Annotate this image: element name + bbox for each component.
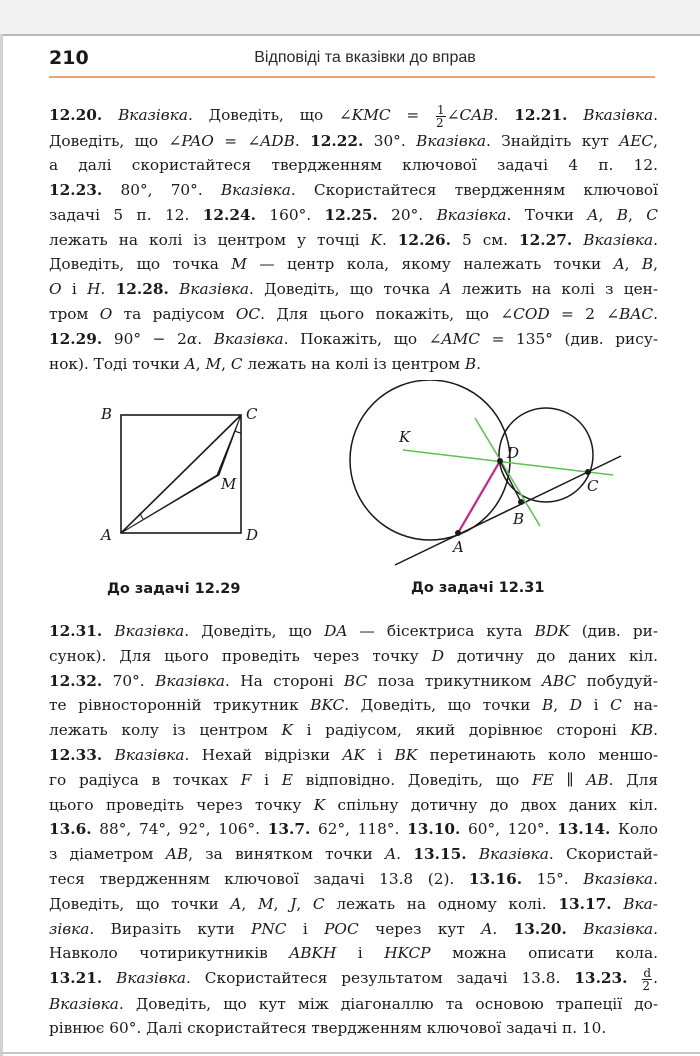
answers-text-top (49, 103, 658, 376)
text-run: Коло (610, 820, 658, 839)
text-line (49, 644, 658, 669)
text-line (49, 228, 658, 253)
point-b (518, 499, 524, 505)
italic-text: A (587, 205, 599, 224)
italic-text: A (613, 255, 625, 274)
text-run: . (381, 230, 398, 249)
italic-text: KB (630, 721, 654, 740)
text-run: . (653, 721, 659, 740)
italic-text: O (99, 305, 113, 324)
text-run: відповідно. Доведіть, що (292, 770, 532, 789)
label-a: A (453, 538, 464, 556)
answers-text-bottom (49, 619, 658, 1041)
problem-number: 12.32. (49, 671, 103, 690)
text-run: 70°. (102, 671, 156, 690)
italic-text: H (87, 280, 101, 299)
italic-text: ∠COD (500, 305, 550, 324)
italic-text: AB (165, 845, 189, 864)
text-run (467, 845, 479, 863)
fraction-denominator: 2 (642, 978, 651, 993)
text-run (102, 746, 114, 764)
text-run: — центр кола, якому належать точки (246, 255, 614, 274)
text-line (49, 277, 658, 302)
text-run: . (653, 230, 658, 249)
fraction (642, 967, 652, 992)
text-line (49, 178, 658, 203)
italic-text: B (541, 696, 554, 715)
italic-text: зівка (49, 919, 90, 938)
text-run: . Покажіть, що (283, 329, 429, 348)
italic-text: A (230, 894, 242, 913)
text-line (49, 867, 658, 892)
text-line (49, 966, 658, 992)
text-run: . (653, 869, 658, 888)
text-run: 62°, 118°. (310, 820, 408, 839)
text-run: 90° − 2 (102, 329, 187, 348)
text-run: . (197, 329, 214, 348)
text-run: , (628, 205, 647, 224)
problem-number: 13.21. (49, 969, 103, 988)
italic-text: AEC (619, 131, 654, 150)
problem-number: 12.25. (324, 205, 378, 224)
italic-text: Вказівка (114, 745, 185, 764)
segment-db (500, 461, 521, 502)
label-d: D (507, 444, 520, 462)
text-run: , (553, 696, 570, 715)
text-line (49, 743, 658, 768)
fraction-denominator: 2 (436, 115, 444, 130)
italic-text: C (312, 894, 325, 913)
problem-number: 12.23. (49, 181, 103, 200)
point-d (497, 458, 503, 464)
text-line (49, 1016, 658, 1041)
problem-number: 13.7. (267, 820, 311, 839)
italic-text: BC (343, 671, 368, 690)
label-b: B (101, 405, 113, 423)
figure-12-31 (345, 380, 645, 580)
text-run: лежить на колі з цен- (451, 280, 658, 299)
text-run: на- (621, 696, 659, 715)
text-run: . Скористай- (548, 845, 658, 864)
italic-text: α (186, 329, 198, 348)
problem-number: 12.22. (310, 131, 364, 150)
italic-text: Вказівка (155, 671, 225, 690)
text-run: Доведіть, що точка (49, 255, 232, 274)
fraction-numerator: d (643, 965, 652, 980)
text-run: з діаметром (49, 845, 166, 864)
text-run: спільну дотичну до двох даних кіл. (325, 795, 658, 814)
italic-text: M (231, 255, 247, 274)
text-run (612, 895, 624, 913)
text-run: го радіуса в точках (49, 770, 241, 789)
text-line (49, 992, 658, 1017)
text-run: . (653, 919, 658, 938)
italic-text: O (49, 280, 62, 299)
text-line (49, 941, 658, 966)
italic-text: A (385, 845, 397, 864)
text-run: , (195, 354, 206, 373)
text-line (49, 302, 658, 327)
text-run: поза трикутником (367, 671, 542, 690)
text-run (567, 106, 583, 124)
italic-text: D (431, 646, 444, 665)
text-run: можна описати кола. (430, 944, 658, 963)
point-c (585, 469, 591, 475)
italic-text: Вказівка (179, 280, 250, 299)
text-line (49, 327, 658, 352)
italic-text: K (370, 230, 382, 249)
italic-text: Вказівка (583, 919, 654, 938)
text-run: і (336, 944, 385, 963)
italic-text: HKCP (384, 944, 431, 963)
text-run: дотичну до даних кіл. (444, 646, 659, 665)
label-d: D (246, 526, 259, 544)
text-run: 160°. (256, 205, 325, 224)
text-line (49, 817, 658, 842)
italic-text: AK (342, 745, 365, 764)
text-run (628, 969, 642, 987)
italic-text: A (184, 354, 196, 373)
italic-text: AB (586, 770, 609, 789)
italic-text: BKC (310, 696, 345, 715)
text-line (49, 669, 658, 694)
text-run: , (653, 255, 658, 274)
text-run: , (598, 205, 617, 224)
italic-text: ∠KMC (338, 106, 391, 124)
text-run: 5 см. (451, 230, 520, 249)
figure-12-31-caption: До задачі 12.31 (411, 580, 545, 596)
problem-number: 13.15. (413, 845, 467, 864)
text-run: . Доведіть, що кут між діагоналлю та основою трапеції до- (118, 994, 658, 1013)
text-run: рівнює 60°. Далі скористайтеся твердженням ключової задачі п. 10. (49, 1019, 607, 1038)
text-run: = 2 (549, 305, 607, 324)
text-run: ∥ (553, 770, 587, 789)
text-run: цього проведіть через точку (49, 795, 314, 814)
problem-number: 12.20. (49, 106, 103, 124)
italic-text: BK (394, 745, 418, 764)
text-run: і (61, 280, 88, 299)
problem-number: 12.29. (49, 329, 103, 348)
text-run (567, 920, 583, 938)
text-run: теся твердженням ключової задачі 13.8 (2). (49, 869, 469, 888)
problem-number: 12.21. (514, 106, 568, 124)
italic-text: ABC (541, 671, 577, 690)
text-line (49, 153, 658, 178)
text-run: , (296, 894, 313, 913)
text-run: тром (49, 305, 100, 324)
text-run: . (476, 354, 482, 373)
problem-number: 13.10. (407, 820, 461, 839)
left-edge-rule (0, 34, 3, 1056)
text-run: . Доведіть, що точки (344, 696, 542, 715)
label-b: B (513, 510, 525, 528)
text-run: (див. ри- (569, 622, 658, 640)
text-run: . Доведіть, що (187, 106, 339, 124)
text-run: = (213, 131, 248, 150)
italic-text: OC (235, 305, 261, 324)
text-run: . (100, 280, 116, 299)
text-run: . (396, 845, 414, 864)
italic-text: A (481, 919, 493, 938)
italic-text: A (440, 280, 452, 299)
text-line (49, 252, 658, 277)
italic-text: Вказівка (436, 205, 507, 224)
text-run: . (653, 969, 658, 988)
italic-text: DA (324, 622, 348, 640)
text-run (169, 280, 179, 298)
text-run (102, 622, 114, 640)
text-run: Доведіть, що (49, 131, 169, 150)
text-run: . Виразіть кути (89, 919, 252, 938)
italic-text: C (646, 205, 659, 224)
problem-number: 13.17. (558, 894, 612, 913)
angle-mark-c (235, 431, 241, 433)
point-a (455, 530, 461, 536)
text-run (572, 231, 583, 249)
text-run: Доведіть, що точки (49, 894, 231, 913)
text-run: . Скористайтеся твердженням ключової (290, 181, 658, 200)
label-c: C (587, 477, 599, 495)
italic-text: ∠CAB (446, 106, 494, 124)
problem-number: 12.31. (49, 622, 103, 640)
text-run: . (653, 305, 658, 324)
problem-number: 13.16. (468, 869, 523, 888)
italic-text: M (257, 894, 274, 913)
text-run: перетинають коло меншо- (417, 745, 658, 764)
text-run: задачі 5 п. 12. (49, 205, 203, 224)
text-run: і радіусом, який дорівнює стороні (292, 721, 631, 740)
fraction-numerator: 1 (437, 102, 445, 117)
text-run: , (653, 131, 659, 150)
italic-text: FE (532, 770, 554, 789)
text-run: . Доведіть, що (184, 622, 325, 640)
italic-text: Вказівка (213, 329, 284, 348)
text-line (49, 917, 658, 942)
italic-text: Вказівка (416, 131, 486, 150)
running-title: Відповіді та вказівки до вправ (254, 49, 476, 66)
problem-number: 12.26. (397, 230, 452, 249)
italic-text: B (641, 255, 654, 274)
text-line (49, 352, 658, 377)
text-line (49, 892, 658, 917)
text-run: . Точки (506, 205, 588, 224)
text-line (49, 842, 658, 867)
text-run: , (624, 255, 642, 274)
text-run: , за винятком точки (188, 845, 386, 864)
problem-number: 12.33. (49, 745, 103, 764)
text-run: 60°, 120°. (460, 820, 558, 839)
italic-text: Вказівка (49, 994, 119, 1013)
text-line (49, 203, 658, 228)
italic-text: Вказівка (116, 969, 187, 988)
italic-text: K (281, 721, 293, 740)
italic-text: PNC (251, 919, 287, 938)
text-run: . Для цього покажіть, що (260, 305, 501, 324)
text-run: лежать на одному колі. (324, 894, 559, 913)
problem-number: 13.20. (513, 919, 567, 938)
label-m: M (221, 475, 237, 493)
text-run: 20°. (377, 205, 437, 224)
italic-text: BDK (534, 622, 570, 640)
text-line (49, 718, 658, 743)
problem-number: 13.14. (557, 820, 611, 839)
text-run: = (390, 106, 436, 124)
text-run: 88°, 74°, 92°, 106°. (91, 820, 268, 839)
text-run: , (221, 354, 231, 373)
italic-text: Вказівка (118, 106, 188, 124)
italic-text: J (290, 894, 297, 913)
text-run: та радіусом (112, 305, 236, 324)
top-margin-bar (0, 0, 700, 36)
green-line-bd (475, 418, 540, 526)
label-k: K (399, 428, 411, 446)
text-run: через кут (358, 919, 482, 938)
italic-text: POC (324, 919, 359, 938)
text-run: — бісектриса кута (347, 622, 535, 640)
text-run: . Скористайтеся результатом задачі 13.8. (186, 969, 575, 988)
text-run: і (286, 919, 325, 938)
text-run: . (294, 131, 311, 150)
text-run: а далі скористайтеся твердженням ключової задачі 4 п. 12. (49, 156, 658, 175)
text-run: , (273, 894, 291, 913)
problem-number: 12.28. (115, 280, 169, 299)
italic-text: ∠ADB (247, 131, 295, 150)
text-run: лежать колу із центром (49, 721, 282, 740)
text-run: Навколо чотирикутників (49, 944, 290, 963)
italic-text: Вка- (623, 894, 658, 913)
text-run: і (251, 770, 282, 789)
italic-text: F (240, 770, 252, 789)
italic-text: Вказівка (583, 106, 654, 124)
text-run: . (492, 919, 514, 938)
figure-12-29-caption: До задачі 12.29 (107, 581, 241, 597)
text-line (49, 768, 658, 793)
text-run: , (241, 894, 258, 913)
text-run: 80°, 70°. (102, 181, 221, 200)
text-run: = 135° (див. рису- (479, 329, 658, 348)
figure-12-29 (95, 395, 275, 555)
text-run: . Для (608, 770, 658, 789)
italic-text: ∠BAC (606, 305, 654, 324)
text-run: те рівносторонній трикутник (49, 696, 311, 715)
text-run (102, 969, 116, 987)
italic-text: ABKH (289, 944, 337, 963)
text-run: . Знайдіть кут (485, 131, 620, 150)
label-a: A (101, 526, 112, 544)
text-run: побудуй- (576, 671, 658, 690)
text-run: 30°. (363, 131, 417, 150)
text-run: . (493, 106, 515, 124)
magenta-segment-da (458, 461, 500, 533)
text-run: лежать на колі із центром (242, 354, 465, 373)
text-run: 15°. (522, 869, 584, 888)
text-run: лежать на колі із центром у точці (49, 230, 371, 249)
italic-text: K (313, 795, 326, 814)
italic-text: Вказівка (583, 869, 654, 888)
italic-text: B (464, 354, 477, 373)
italic-text: C (610, 696, 622, 715)
fraction (436, 104, 446, 129)
text-run: . Нехай відрізки (184, 745, 343, 764)
italic-text: Вказівка (114, 622, 185, 640)
text-run: . Доведіть, що точка (249, 280, 441, 299)
text-run: і (364, 745, 395, 764)
label-c: C (246, 405, 258, 423)
text-run (102, 106, 118, 124)
bottom-edge-rule (0, 1052, 700, 1054)
text-run: нок). Тоді точки (49, 354, 185, 373)
problem-number: 13.23. (574, 969, 628, 988)
italic-text: Вказівка (220, 181, 291, 200)
text-line (49, 619, 658, 644)
segment-ac (121, 415, 241, 533)
text-line (49, 103, 658, 129)
problem-number: 12.27. (519, 230, 573, 249)
text-run: . На стороні (224, 671, 344, 690)
italic-text: ∠PAO (168, 131, 214, 150)
text-run: сунок). Для цього проведіть через точку (49, 646, 432, 665)
text-line (49, 129, 658, 154)
italic-text: E (281, 770, 293, 789)
text-run: і (581, 696, 611, 715)
italic-text: ∠AMC (428, 329, 480, 348)
italic-text: B (616, 205, 629, 224)
italic-text: M (205, 354, 222, 373)
page-number: 210 (49, 47, 89, 69)
italic-text: Вказівка (583, 230, 654, 249)
header-rule (49, 76, 655, 78)
problem-number: 13.6. (49, 820, 92, 839)
text-run: . (653, 106, 659, 124)
italic-text: Вказівка (478, 845, 549, 864)
text-line (49, 793, 658, 818)
italic-text: C (230, 354, 243, 373)
italic-text: D (569, 696, 582, 715)
text-line (49, 693, 658, 718)
problem-number: 12.24. (202, 205, 256, 224)
